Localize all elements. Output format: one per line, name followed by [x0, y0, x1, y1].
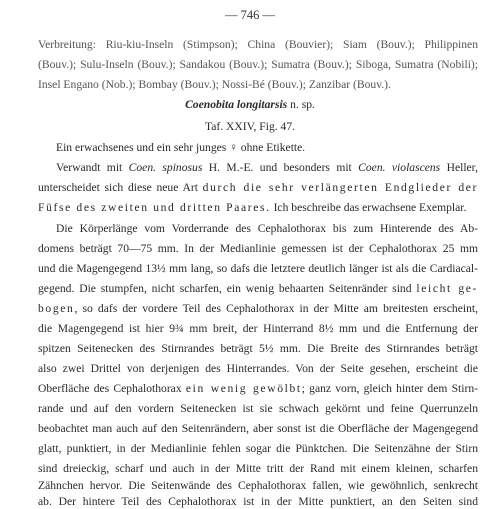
text: gegend. Die stumpfen, nicht scharfen, ein wenig behaarten Seitenränder sind — [38, 282, 417, 295]
text: Oberfläche des Cephalothorax — [38, 382, 186, 395]
text-line — [38, 200, 478, 215]
text-line — [38, 401, 478, 416]
text-line — [38, 421, 478, 436]
text-line — [38, 37, 478, 52]
text: beobachtet man auch auf den Seitenrändern, aber sonst ist die Oberfläche der Magengegend — [38, 422, 478, 435]
text: Taf. XXIV, Fig. 47. — [204, 120, 296, 133]
text-line — [38, 381, 478, 396]
text-line — [38, 301, 478, 316]
plate-reference — [0, 119, 500, 134]
text-line — [56, 160, 478, 175]
text-line — [56, 221, 478, 236]
text: Verwandt mit — [56, 161, 129, 174]
species-heading — [0, 97, 500, 112]
text-line — [38, 478, 478, 493]
text-line — [38, 57, 478, 72]
text-line — [38, 241, 478, 256]
text: glatt, punktiert, in der Medianlinie fehlen sogar die Pünktchen. Die Seitenzähne der Stirn — [38, 442, 478, 455]
text-line — [38, 77, 478, 92]
text: spitzen Seitenecken des Stirnrandes beträgt 5½ mm. Die Breite des Stirnrandes beträgt — [38, 342, 478, 355]
emphasis-text: bogen — [38, 302, 75, 315]
species-ref: Coen. spinosus — [128, 161, 203, 174]
text-line — [38, 261, 478, 276]
text-line — [38, 494, 478, 509]
text: Die Körperlänge vom Vorderrande des Cephalothorax bis zum Hinterende des Ab- — [56, 222, 478, 235]
text-line — [38, 461, 478, 476]
emphasis-text: Füfse des zweiten und dritten Paares. — [38, 201, 271, 214]
text-line — [38, 361, 478, 376]
text: Ein erwachsenes und ein sehr junges ♀ ohne Etikette. — [56, 141, 306, 154]
text: domens beträgt 70—75 mm. In der Medianlinie gemessen ist der Cephalothorax 25 mm — [38, 242, 478, 255]
text: ab. Der hintere Teil des Cephalothorax ist in der Mitte punktiert, an den Seiten sind — [38, 495, 478, 508]
emphasis-text: durch die sehr verlängerten Endglieder der — [202, 181, 478, 194]
text: also zwei Drittel von derjenigen des Hinterrandes. Von der Seite gesehen, erscheint die — [38, 362, 478, 375]
emphasis-text: leicht ge- — [416, 282, 478, 295]
text: Verbreitung: Riu-kiu-Inseln (Stimpson); China (Bouvier); Siam (Bouv.); Philippinen — [38, 38, 478, 51]
text: die Magengegend ist hier 9¾ mm breit, der Hinterrand 8½ mm und die Entfernung der — [38, 322, 478, 335]
text: (Bouv.); Sulu-Inseln (Bouv.); Sandakou (Bouv.); Sumatra (Bouv.); Siboga, Sumatra (Nobili); — [38, 58, 478, 71]
text: und die Magengegend 13½ mm lang, so dafs die letztere deutlich länger ist als die Cardiacal- — [38, 262, 478, 275]
text: Insel Engano (Nob.); Bombay (Bouv.); Nossi-Bé (Bouv.); Zanzibar (Bouv.). — [38, 78, 391, 91]
text-line — [38, 180, 478, 195]
text: unterscheidet sich diese neue Art — [38, 181, 203, 194]
text-line — [38, 281, 478, 296]
emphasis-text: ein wenig gewölbt — [185, 382, 302, 395]
text-line — [38, 441, 478, 456]
page-number: — 746 — — [225, 8, 275, 22]
text-line — [38, 341, 478, 356]
text: rande und auf den vordern Seitenecken ist sie schwach gekörnt und feine Querrunzeln — [38, 402, 478, 415]
text: sind dreieckig, scharf und auch in der Mitte tritt der Rand mit einem kleinen, scharfen — [38, 462, 478, 475]
text: , so dafs der vordere Teil des Cephalothorax in der Mitte am breitesten erscheint, — [74, 302, 478, 315]
text-line — [56, 140, 496, 155]
text: Heller, — [440, 161, 478, 174]
text: Ich beschreibe das erwachsene Exemplar. — [270, 201, 467, 214]
species-suffix: n. sp. — [287, 98, 315, 111]
text-line — [38, 321, 478, 336]
species-ref: Coen. violascens — [358, 161, 441, 174]
text: Zähnchen hervor. Die Seitenwände des Cephalothorax fallen, wie gewöhnlich, senkrecht — [38, 479, 478, 492]
text: ; ganz vorn, gleich hinter dem Stirn- — [301, 382, 478, 395]
species-name: Coenobita longitarsis — [185, 98, 288, 111]
text: H. M.-E. und besonders mit — [202, 161, 359, 174]
